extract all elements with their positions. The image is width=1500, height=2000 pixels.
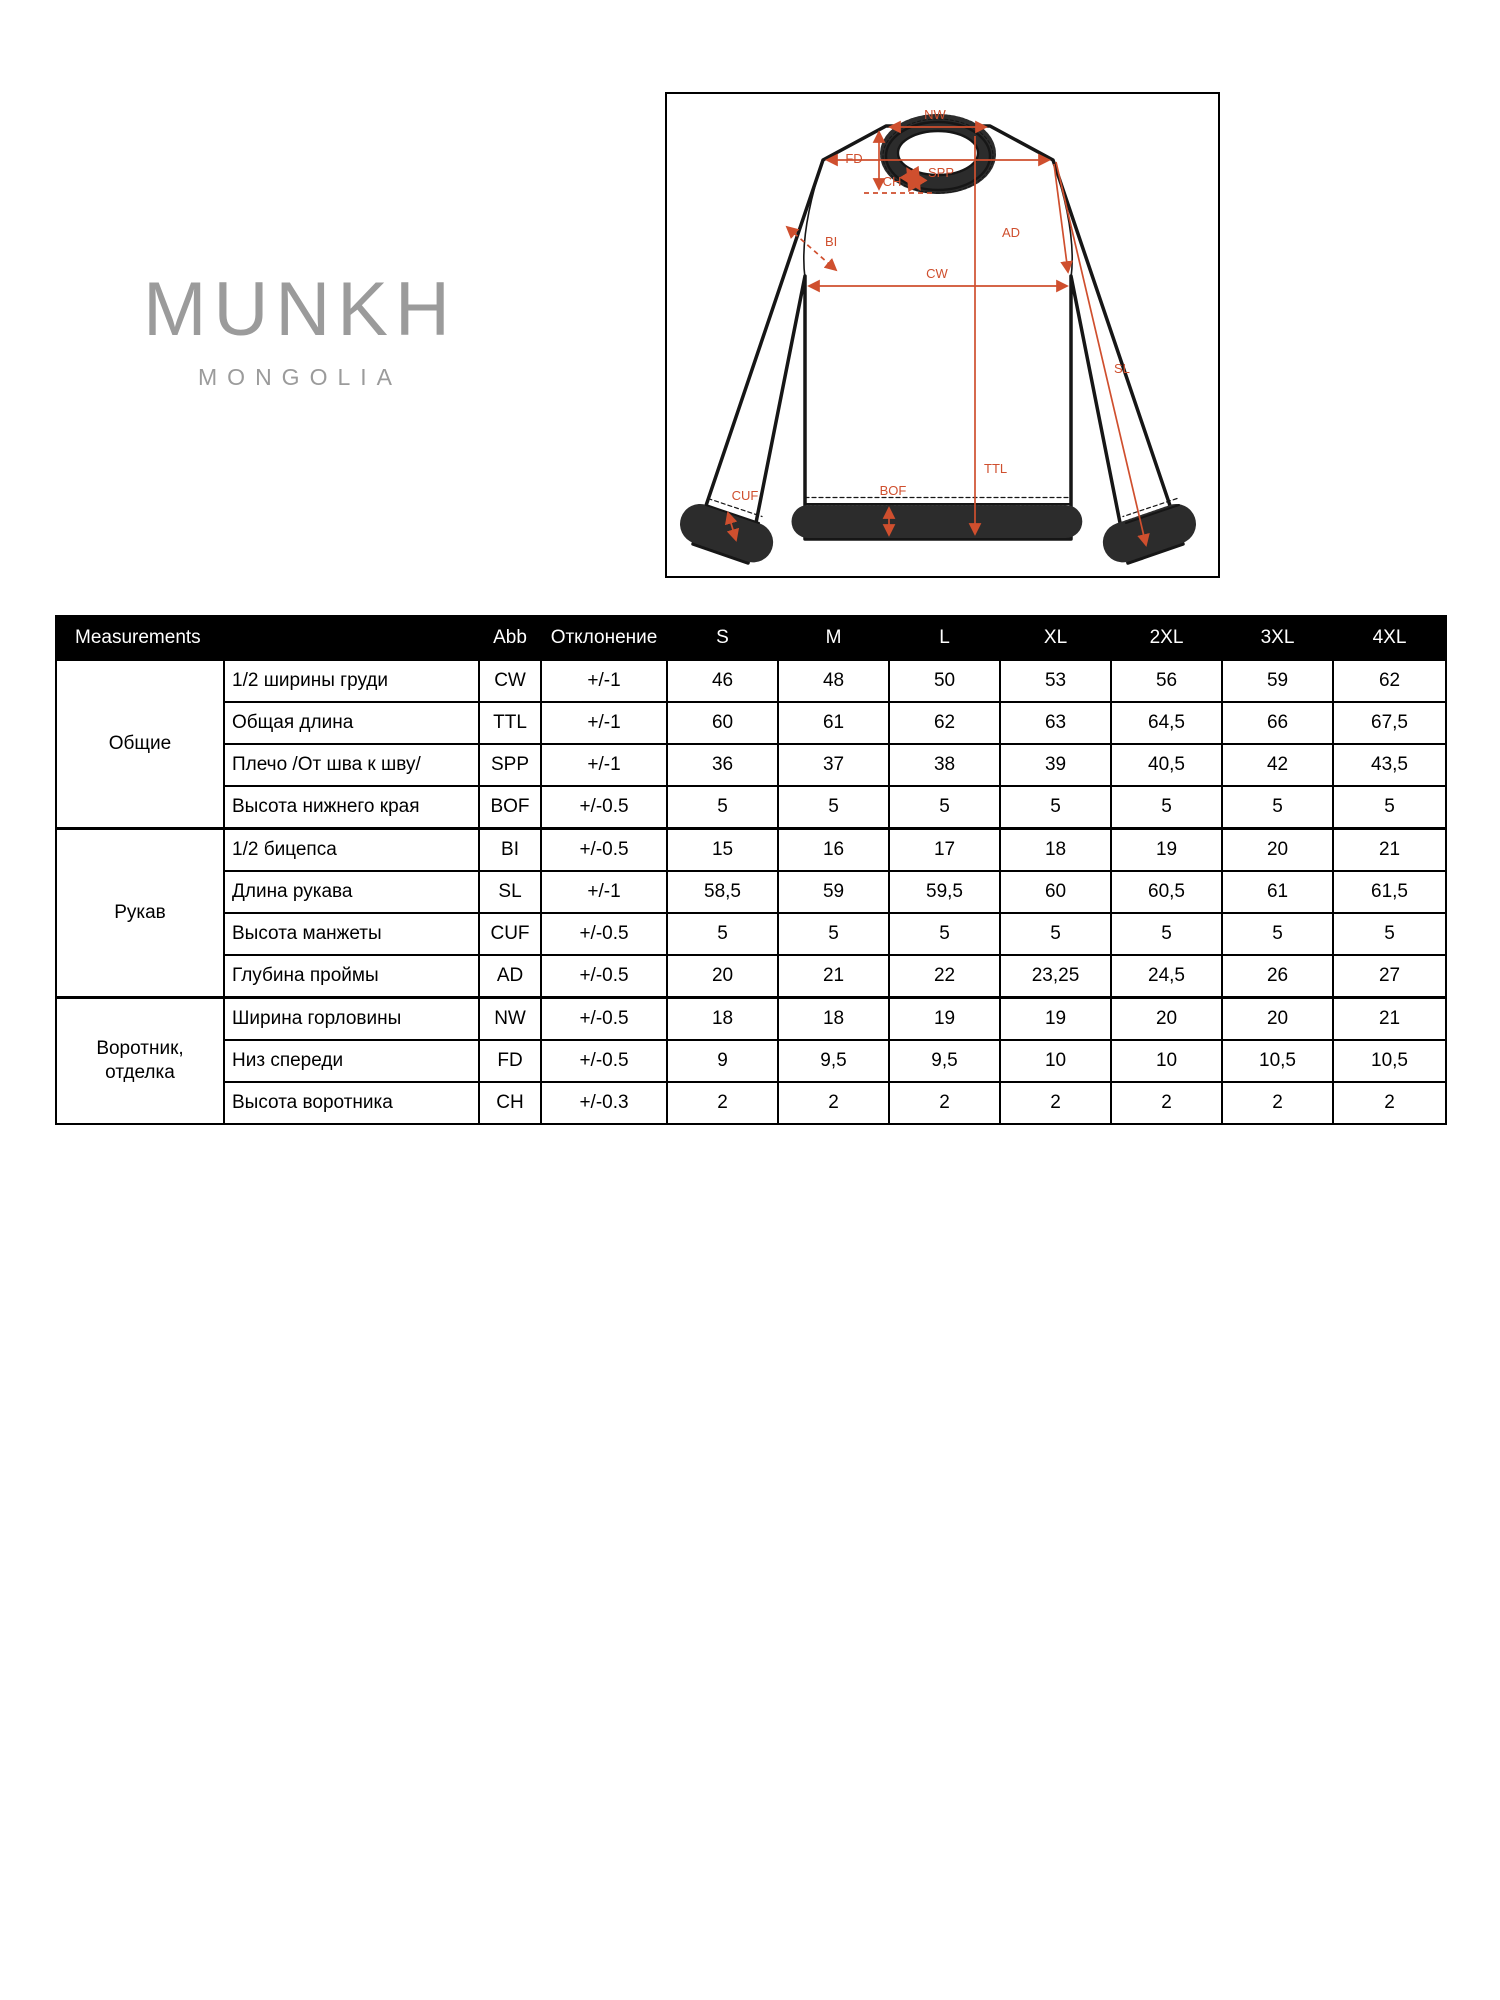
cell-value: 5 [667,786,778,829]
cell-value: 5 [1222,913,1333,955]
row-label: Высота манжеты [224,913,479,955]
cell-value: 42 [1222,744,1333,786]
cell-value: 62 [1333,660,1446,703]
cell-value: 20 [1222,998,1333,1041]
group-label-collar: Воротник, отделка [56,998,224,1125]
cell-value: 5 [778,786,889,829]
row-label: Общая длина [224,702,479,744]
cell-value: 5 [1333,913,1446,955]
cell-value: 67,5 [1333,702,1446,744]
table-row [56,871,1446,913]
cell-value: 2 [1333,1082,1446,1124]
label-bi: BI [825,234,838,249]
cell-value: 60 [667,702,778,744]
cell-value: 19 [1000,998,1111,1041]
table-row [56,744,1446,786]
cell-value: 27 [1333,955,1446,998]
cell-value: 21 [1333,829,1446,872]
row-deviation: +/-0.5 [541,913,667,955]
cell-value: 40,5 [1111,744,1222,786]
cell-value: 5 [1222,786,1333,829]
cell-value: 18 [1000,829,1111,872]
cell-value: 43,5 [1333,744,1446,786]
row-label: Высота воротника [224,1082,479,1124]
cell-value: 10,5 [1333,1040,1446,1082]
cuff-rib-hatch [700,524,755,543]
size-chart-table [55,615,1447,1125]
cell-value: 37 [778,744,889,786]
header-size-xl: XL [1000,616,1111,660]
label-sl: SL [1114,361,1130,376]
cell-value: 61 [1222,871,1333,913]
cell-value: 64,5 [1111,702,1222,744]
cell-value: 63 [1000,702,1111,744]
cell-value: 20 [1111,998,1222,1041]
cell-value: 5 [1000,913,1111,955]
cell-value: 5 [1111,786,1222,829]
row-deviation: +/-1 [541,871,667,913]
cell-value: 21 [778,955,889,998]
cell-value: 21 [1333,998,1446,1041]
cell-value: 62 [889,702,1000,744]
cell-value: 36 [667,744,778,786]
cell-value: 20 [667,955,778,998]
cell-value: 2 [778,1082,889,1124]
row-label: Глубина проймы [224,955,479,998]
cell-value: 59,5 [889,871,1000,913]
cell-value: 9,5 [889,1040,1000,1082]
cell-value: 61 [778,702,889,744]
row-deviation: +/-1 [541,702,667,744]
header-size-2xl: 2XL [1111,616,1222,660]
header-size-3xl: 3XL [1222,616,1333,660]
row-deviation: +/-1 [541,744,667,786]
header-measurements: Measurements [56,616,479,660]
row-label: Ширина горловины [224,998,479,1041]
header-size-l: L [889,616,1000,660]
row-abb: CUF [479,913,541,955]
cell-value: 5 [889,913,1000,955]
cell-value: 2 [1111,1082,1222,1124]
label-nw: NW [924,107,946,122]
cell-value: 5 [1000,786,1111,829]
table-row [56,1082,1446,1124]
header-abb: Abb [479,616,541,660]
cell-value: 9,5 [778,1040,889,1082]
sweater-outline [693,119,1183,563]
label-cw: CW [926,266,948,281]
cell-value: 50 [889,660,1000,703]
table-header-row [56,616,1446,660]
row-label: Высота нижнего края [224,786,479,829]
row-abb: CH [479,1082,541,1124]
cell-value: 5 [1333,786,1446,829]
cell-value: 60 [1000,871,1111,913]
cell-value: 18 [667,998,778,1041]
cell-value: 22 [889,955,1000,998]
row-abb: SPP [479,744,541,786]
row-deviation: +/-0.5 [541,1040,667,1082]
cell-value: 19 [1111,829,1222,872]
sweater-sketch [667,94,1218,576]
cell-value: 48 [778,660,889,703]
row-deviation: +/-1 [541,660,667,703]
table-row [56,660,1446,703]
cell-value: 10 [1111,1040,1222,1082]
header-size-s: S [667,616,778,660]
row-deviation: +/-0.5 [541,955,667,998]
row-deviation: +/-0.5 [541,829,667,872]
cell-value: 2 [1222,1082,1333,1124]
table-row [56,913,1446,955]
cell-value: 10 [1000,1040,1111,1082]
cell-value: 58,5 [667,871,778,913]
cell-value: 66 [1222,702,1333,744]
sweater-diagram [665,92,1220,578]
row-label: Плечо /От шва к шву/ [224,744,479,786]
table-row [56,702,1446,744]
brand-subtitle: MONGOLIA [198,364,402,390]
cell-value: 5 [1111,913,1222,955]
row-abb: AD [479,955,541,998]
cell-value: 10,5 [1222,1040,1333,1082]
label-ad: AD [1001,225,1021,240]
cell-value: 5 [778,913,889,955]
cell-value: 24,5 [1111,955,1222,998]
row-abb: TTL [479,702,541,744]
row-deviation: +/-0.3 [541,1082,667,1124]
row-label: 1/2 бицепса [224,829,479,872]
cell-value: 61,5 [1333,871,1446,913]
cell-value: 2 [889,1082,1000,1124]
brand-logo [100,267,500,391]
cell-value: 53 [1000,660,1111,703]
label-ch: CH [882,174,902,189]
row-abb: FD [479,1040,541,1082]
cell-value: 23,25 [1000,955,1111,998]
cell-value: 60,5 [1111,871,1222,913]
group-label-general: Общие [56,660,224,829]
row-label: Длина рукава [224,871,479,913]
label-fd: FD [845,151,863,166]
row-abb: CW [479,660,541,703]
header-size-4xl: 4XL [1333,616,1446,660]
table-row [56,786,1446,829]
cell-value: 2 [667,1082,778,1124]
group-label-sleeve: Рукав [56,829,224,998]
brand-name: MUNKH [143,267,457,352]
cell-value: 59 [1222,660,1333,703]
label-bof: BOF [879,483,907,498]
label-spp: SPP [927,165,955,180]
row-abb: SL [479,871,541,913]
row-label: Низ спереди [224,1040,479,1082]
table-row [56,1040,1446,1082]
cell-value: 20 [1222,829,1333,872]
cell-value: 46 [667,660,778,703]
row-abb: BOF [479,786,541,829]
cuff-rib-hatch [1121,524,1176,543]
row-abb: NW [479,998,541,1041]
cell-value: 26 [1222,955,1333,998]
cell-value: 15 [667,829,778,872]
header-size-m: M [778,616,889,660]
cell-value: 17 [889,829,1000,872]
cell-value: 18 [778,998,889,1041]
header-deviation: Отклонение [541,616,667,660]
cell-value: 38 [889,744,1000,786]
table-row [56,829,1446,872]
row-label: 1/2 ширины груди [224,660,479,703]
row-abb: BI [479,829,541,872]
cell-value: 39 [1000,744,1111,786]
cell-value: 16 [778,829,889,872]
cell-value: 19 [889,998,1000,1041]
cell-value: 5 [667,913,778,955]
label-cuf: CUF [731,488,759,503]
cell-value: 5 [889,786,1000,829]
table-row [56,998,1446,1041]
table-row [56,955,1446,998]
cell-value: 59 [778,871,889,913]
cell-value: 56 [1111,660,1222,703]
label-ttl: TTL [984,461,1008,476]
cell-value: 9 [667,1040,778,1082]
row-deviation: +/-0.5 [541,786,667,829]
cell-value: 2 [1000,1082,1111,1124]
row-deviation: +/-0.5 [541,998,667,1041]
